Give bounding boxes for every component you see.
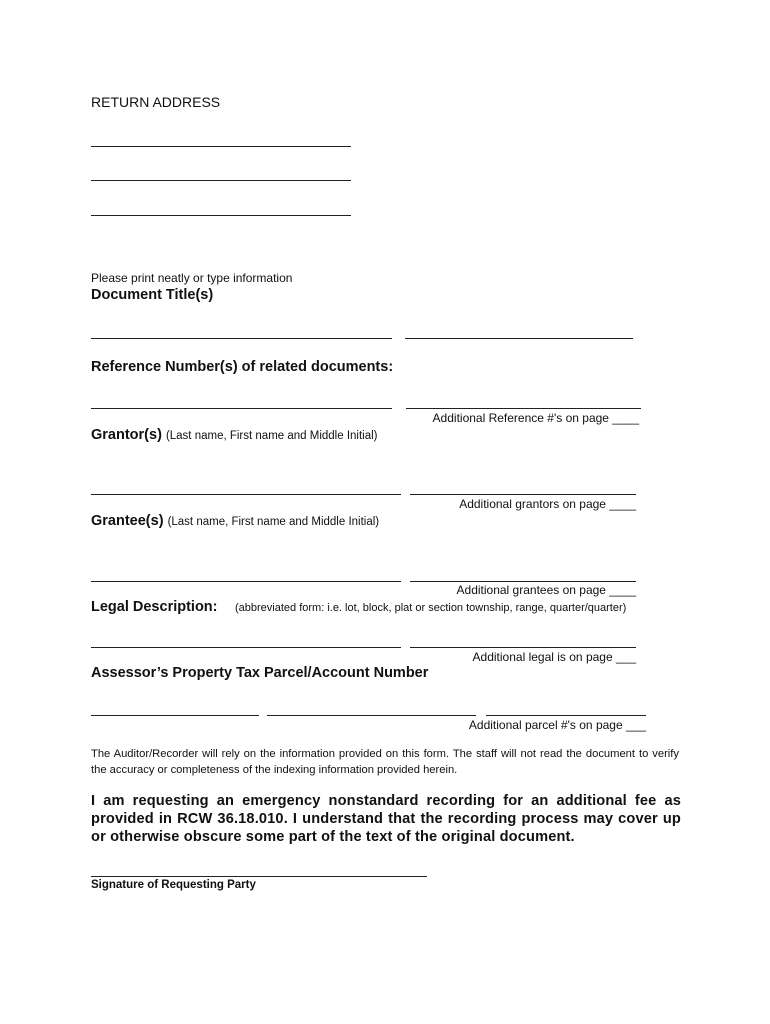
additional-legal-note: Additional legal is on page ___ (472, 650, 636, 664)
parcel-number-line-3[interactable] (486, 715, 646, 716)
grantee-line-2[interactable] (410, 581, 636, 582)
return-address-line-2[interactable] (91, 180, 351, 181)
instructions-text: Please print neatly or type information (91, 271, 293, 285)
reference-number-line-1[interactable] (91, 408, 392, 409)
parcel-number-line-2[interactable] (267, 715, 476, 716)
emergency-request-paragraph: I am requesting an emergency nonstandard recording for an additional fee as provided in RCW 36.18.010. I understand that the recording process may cover up or otherwise obscure some part of the text of the original document. (91, 793, 681, 845)
reference-numbers-label: Reference Number(s) of related documents: (91, 359, 394, 375)
parcel-number-label: Assessor’s Property Tax Parcel/Account Number (91, 665, 429, 681)
return-address-label: RETURN ADDRESS (91, 94, 221, 110)
document-title-line-2[interactable] (405, 338, 633, 339)
grantee-label (91, 513, 379, 529)
legal-description-hint: (abbreviated form: i.e. lot, block, plat or section township, range, quarter/quarter) (235, 602, 627, 614)
additional-grantees-note: Additional grantees on page ____ (456, 583, 636, 597)
grantor-label-text: Grantor(s) (91, 427, 162, 443)
grantor-label (91, 427, 378, 443)
additional-reference-note: Additional Reference #'s on page ____ (432, 411, 639, 425)
grantor-line-1[interactable] (91, 494, 401, 495)
grantor-line-2[interactable] (410, 494, 636, 495)
reference-number-line-2[interactable] (406, 408, 641, 409)
document-title-label: Document Title(s) (91, 287, 214, 303)
grantee-hint: (Last name, First name and Middle Initial) (167, 516, 380, 528)
return-address-line-3[interactable] (91, 215, 351, 216)
legal-description-line-1[interactable] (91, 647, 401, 648)
document-title-line-1[interactable] (91, 338, 392, 339)
additional-parcel-note: Additional parcel #'s on page ___ (468, 718, 646, 732)
parcel-number-line-1[interactable] (91, 715, 259, 716)
additional-grantors-note: Additional grantors on page ____ (459, 497, 636, 511)
grantor-hint: (Last name, First name and Middle Initial) (165, 430, 378, 442)
grantee-label-text: Grantee(s) (91, 513, 164, 529)
legal-description-line-2[interactable] (410, 647, 636, 648)
signature-label: Signature of Requesting Party (91, 879, 256, 891)
disclaimer-paragraph: The Auditor/Recorder will rely on the information provided on this form. The staff will not read the document to verify the accuracy or completeness of the indexing information provided herein. (91, 748, 679, 776)
signature-line[interactable] (91, 876, 427, 877)
return-address-line-1[interactable] (91, 146, 351, 147)
legal-description-label: Legal Description: (91, 599, 218, 615)
grantee-line-1[interactable] (91, 581, 401, 582)
